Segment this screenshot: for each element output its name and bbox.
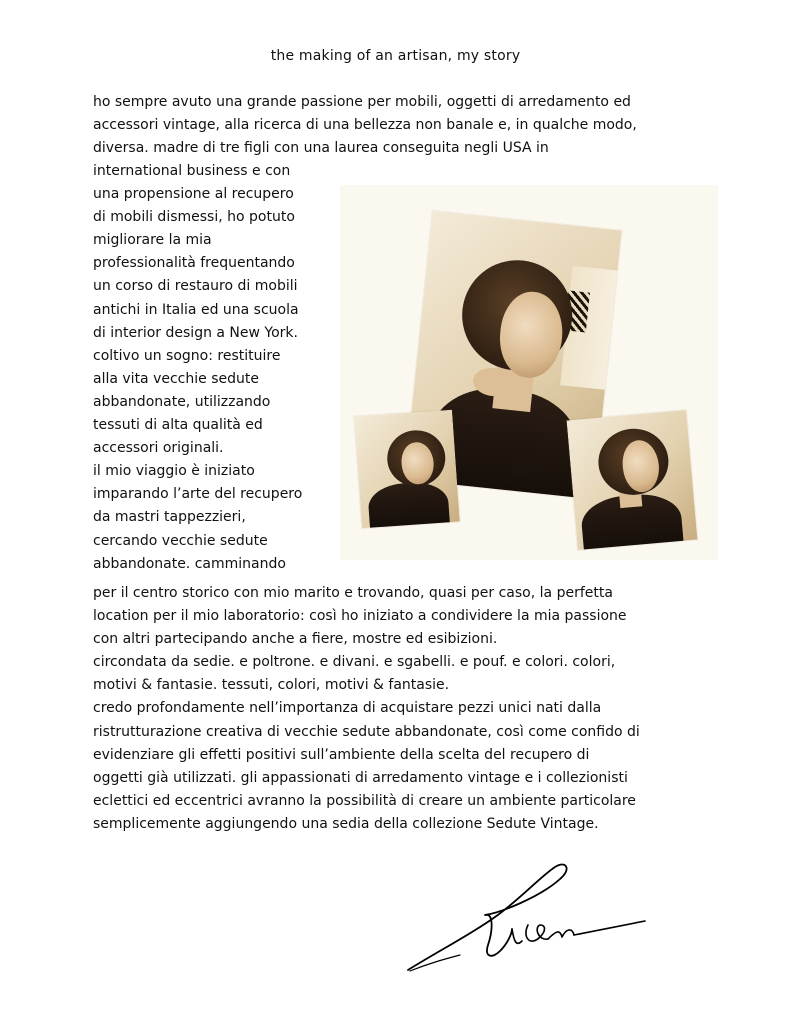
text-line: cercando vecchie sedute — [93, 532, 268, 549]
text-line: antichi in Italia ed una scuola — [93, 301, 299, 318]
text-line: il mio viaggio è iniziato — [93, 463, 255, 480]
page-title: the making of an artisan, my story — [270, 48, 521, 64]
text-line: semplicemente aggiungendo una sedia della collezione Sedute Vintage. — [93, 815, 599, 832]
text-line: di mobili dismessi, ho potuto — [93, 209, 295, 226]
handwritten-signature — [400, 855, 660, 985]
text-line: una propensione al recupero — [93, 186, 294, 203]
text-line: migliorare la mia — [93, 232, 212, 249]
intro-paragraph — [93, 91, 713, 160]
text-line: circondata da sedie. e poltrone. e divani. e sgabelli. e pouf. e colori. colori, — [93, 654, 616, 671]
text-line: un corso di restauro di mobili — [93, 278, 298, 295]
text-line: professionalità frequentando — [93, 255, 295, 272]
closing-paragraph — [93, 582, 713, 836]
text-line: diversa. madre di tre figli con una laurea conseguita negli USA in — [93, 140, 549, 157]
photo-collage — [340, 185, 718, 560]
text-line: di interior design a New York. — [93, 324, 298, 341]
text-line: abbandonate, utilizzando — [93, 393, 271, 410]
text-line: da mastri tappezzieri, — [93, 509, 246, 526]
story-paragraph-beside-photos — [93, 160, 343, 576]
text-line: tessuti di alta qualità ed — [93, 417, 263, 434]
text-line: motivi & fantasie. tessuti, colori, motivi & fantasie. — [93, 677, 450, 694]
text-line: alla vita vecchie sedute — [93, 370, 259, 387]
text-line: ristrutturazione creativa di vecchie sedute abbandonate, così come confido di — [93, 723, 640, 740]
text-line: evidenziare gli effetti positivi sull’ambiente della scelta del recupero di — [93, 746, 590, 763]
portrait-photo-small-right — [567, 410, 698, 550]
text-line: ho sempre avuto una grande passione per mobili, oggetti di arredamento ed — [93, 94, 631, 110]
text-line: coltivo un sogno: restituire — [93, 347, 281, 364]
text-line: per il centro storico con mio marito e trovando, quasi per caso, la perfetta — [93, 585, 613, 601]
text-line: accessori originali. — [93, 440, 224, 457]
text-line: abbandonate. camminando — [93, 555, 286, 572]
text-line: imparando l’arte del recupero — [93, 486, 303, 503]
text-line: international business e con — [93, 163, 291, 179]
text-line: con altri partecipando anche a fiere, mostre ed esibizioni. — [93, 631, 498, 648]
text-line: accessori vintage, alla ricerca di una bellezza non banale e, in qualche modo, — [93, 117, 637, 134]
text-line: credo profondamente nell’importanza di acquistare pezzi unici nati dalla — [93, 700, 602, 717]
text-line: eclettici ed eccentrici avranno la possibilità di creare un ambiente particolare — [93, 792, 636, 809]
text-line: location per il mio laboratorio: così ho iniziato a condividere la mia passione — [93, 608, 627, 625]
portrait-photo-small-left — [354, 410, 460, 529]
text-line: oggetti già utilizzati. gli appassionati di arredamento vintage e i collezionisti — [93, 769, 628, 786]
